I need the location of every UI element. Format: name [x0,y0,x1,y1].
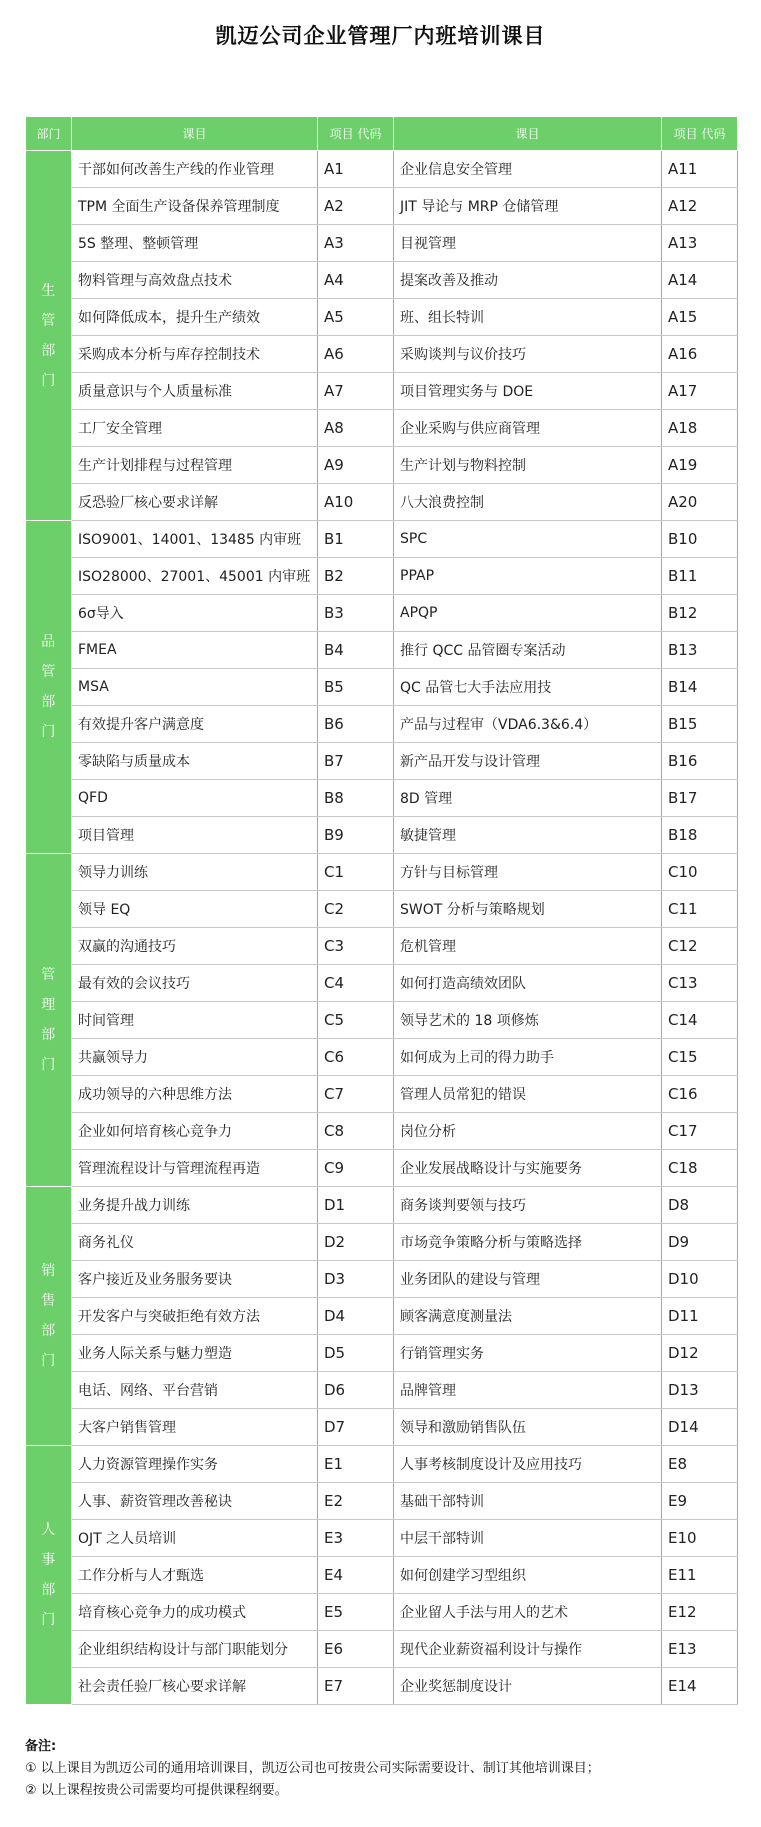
table-row [26,891,738,928]
course-cell: 项目管理 [72,817,318,854]
course-cell: TPM 全面生产设备保养管理制度 [72,188,318,225]
course-cell: 共赢领导力 [72,1039,318,1076]
table-row [26,743,738,780]
course-code-cell: A5 [318,299,394,336]
course-code-cell: B1 [318,521,394,558]
department-name: 管理部门 [41,967,56,1073]
course-code-cell: C7 [318,1076,394,1113]
course-cell: 方针与目标管理 [394,854,662,891]
course-code-cell: E2 [318,1483,394,1520]
course-code-cell: B12 [662,595,738,632]
course-code-cell: B9 [318,817,394,854]
notes-title: 备注: [25,1739,57,1754]
course-cell: 推行 QCC 品管圈专案活动 [394,632,662,669]
course-code-cell: A8 [318,410,394,447]
course-cell: 生产计划与物料控制 [394,447,662,484]
table-row [26,151,738,188]
department-name: 品管部门 [41,634,56,740]
course-cell: 6σ导入 [72,595,318,632]
course-code-cell: B13 [662,632,738,669]
course-cell: 业务团队的建设与管理 [394,1261,662,1298]
table-row [26,632,738,669]
course-code-cell: B3 [318,595,394,632]
course-code-cell: A20 [662,484,738,521]
course-cell: 管理流程设计与管理流程再造 [72,1150,318,1187]
header-department: 部门 [26,117,72,151]
table-row [26,1594,738,1631]
course-cell: MSA [72,669,318,706]
course-cell: SPC [394,521,662,558]
course-cell: PPAP [394,558,662,595]
course-cell: QFD [72,780,318,817]
course-cell: 最有效的会议技巧 [72,965,318,1002]
table-row [26,299,738,336]
course-cell: 社会责任验厂核心要求详解 [72,1668,318,1705]
table-row [26,336,738,373]
course-code-cell: C15 [662,1039,738,1076]
table-row [26,780,738,817]
table-row [26,817,738,854]
course-code-cell: C2 [318,891,394,928]
course-code-cell: B17 [662,780,738,817]
course-code-cell: A3 [318,225,394,262]
course-code-cell: C9 [318,1150,394,1187]
course-cell: 敏捷管理 [394,817,662,854]
table-row [26,928,738,965]
course-code-cell: A2 [318,188,394,225]
table-row [26,188,738,225]
course-cell: 双赢的沟通技巧 [72,928,318,965]
department-name: 销售部门 [41,1263,56,1369]
course-cell: 基础干部特训 [394,1483,662,1520]
course-code-cell: E8 [662,1446,738,1483]
course-code-cell: A14 [662,262,738,299]
course-cell: ISO28000、27001、45001 内审班 [72,558,318,595]
course-cell: 人力资源管理操作实务 [72,1446,318,1483]
course-code-cell: A19 [662,447,738,484]
course-cell: QC 品管七大手法应用技 [394,669,662,706]
course-code-cell: D8 [662,1187,738,1224]
course-cell: 提案改善及推动 [394,262,662,299]
course-table [25,116,738,1705]
course-cell: 中层干部特训 [394,1520,662,1557]
course-cell: 品牌管理 [394,1372,662,1409]
course-cell: 如何打造高绩效团队 [394,965,662,1002]
course-code-cell: B4 [318,632,394,669]
course-cell: 企业奖惩制度设计 [394,1668,662,1705]
course-cell: 商务礼仪 [72,1224,318,1261]
course-cell: 市场竞争策略分析与策略选择 [394,1224,662,1261]
course-code-cell: E13 [662,1631,738,1668]
table-row [26,1224,738,1261]
course-code-cell: D3 [318,1261,394,1298]
table-row [26,854,738,891]
course-cell: 领导艺术的 18 项修炼 [394,1002,662,1039]
course-cell: 领导力训练 [72,854,318,891]
course-code-cell: A11 [662,151,738,188]
table-row [26,1039,738,1076]
course-code-cell: C16 [662,1076,738,1113]
course-code-cell: A17 [662,373,738,410]
course-code-cell: C17 [662,1113,738,1150]
course-cell: 客户接近及业务服务要诀 [72,1261,318,1298]
course-cell: 时间管理 [72,1002,318,1039]
course-code-cell: E9 [662,1483,738,1520]
department-cell [26,854,72,1187]
course-cell: FMEA [72,632,318,669]
department-cell [26,151,72,521]
course-cell: 如何成为上司的得力助手 [394,1039,662,1076]
course-code-cell: C10 [662,854,738,891]
table-row [26,1668,738,1705]
course-code-cell: E6 [318,1631,394,1668]
table-body [26,151,738,1705]
course-code-cell: B14 [662,669,738,706]
table-row [26,262,738,299]
course-cell: 生产计划排程与过程管理 [72,447,318,484]
course-code-cell: B6 [318,706,394,743]
course-cell: 人事、薪资管理改善秘诀 [72,1483,318,1520]
course-cell: 如何创建学习型组织 [394,1557,662,1594]
course-code-cell: E5 [318,1594,394,1631]
course-code-cell: B5 [318,669,394,706]
table-row [26,1150,738,1187]
course-code-cell: D13 [662,1372,738,1409]
header-course: 课目 [72,117,318,151]
course-code-cell: A18 [662,410,738,447]
course-code-cell: E14 [662,1668,738,1705]
course-cell: 工厂安全管理 [72,410,318,447]
course-code-cell: C13 [662,965,738,1002]
table-row [26,484,738,521]
course-cell: 零缺陷与质量成本 [72,743,318,780]
course-code-cell: D7 [318,1409,394,1446]
course-cell: 质量意识与个人质量标准 [72,373,318,410]
note-line: ① 以上课目为凯迈公司的通用培训课目，凯迈公司也可按贵公司实际需要设计、制订其他培训课目； [25,1761,600,1776]
course-code-cell: D2 [318,1224,394,1261]
course-cell: 人事考核制度设计及应用技巧 [394,1446,662,1483]
course-cell: 商务谈判要领与技巧 [394,1187,662,1224]
course-code-cell: E12 [662,1594,738,1631]
table-row [26,447,738,484]
course-code-cell: A6 [318,336,394,373]
table-row [26,1372,738,1409]
course-code-cell: C18 [662,1150,738,1187]
course-code-cell: B15 [662,706,738,743]
table-header-row [26,117,738,151]
course-cell: 反恐验厂核心要求详解 [72,484,318,521]
course-cell: 有效提升客户满意度 [72,706,318,743]
course-code-cell: C14 [662,1002,738,1039]
course-code-cell: E11 [662,1557,738,1594]
course-cell: 新产品开发与设计管理 [394,743,662,780]
course-cell: JIT 导论与 MRP 仓储管理 [394,188,662,225]
course-code-cell: D4 [318,1298,394,1335]
course-code-cell: D12 [662,1335,738,1372]
table-row [26,595,738,632]
course-cell: 业务人际关系与魅力塑造 [72,1335,318,1372]
course-cell: 企业采购与供应商管理 [394,410,662,447]
course-cell: 采购成本分析与库存控制技术 [72,336,318,373]
table-row [26,1483,738,1520]
course-code-cell: A4 [318,262,394,299]
course-cell: 行销管理实务 [394,1335,662,1372]
course-cell: 物料管理与高效盘点技术 [72,262,318,299]
department-cell [26,521,72,854]
table-row [26,706,738,743]
page-title: 凯迈公司企业管理厂内班培训课目 [215,24,546,48]
course-code-cell: B16 [662,743,738,780]
course-cell: 业务提升战力训练 [72,1187,318,1224]
course-cell: ISO9001、14001、13485 内审班 [72,521,318,558]
course-code-cell: A12 [662,188,738,225]
table-row [26,1076,738,1113]
course-cell: 管理人员常犯的错误 [394,1076,662,1113]
table-row [26,1557,738,1594]
course-code-cell: D11 [662,1298,738,1335]
course-code-cell: B18 [662,817,738,854]
table-row [26,410,738,447]
course-cell: 5S 整理、整顿管理 [72,225,318,262]
table-row [26,1335,738,1372]
course-code-cell: C5 [318,1002,394,1039]
course-code-cell: C1 [318,854,394,891]
course-cell: APQP [394,595,662,632]
course-cell: 企业发展战略设计与实施要务 [394,1150,662,1187]
table-row [26,225,738,262]
table-row [26,1446,738,1483]
course-cell: 班、组长特训 [394,299,662,336]
notes [25,1736,737,1802]
course-code-cell: D9 [662,1224,738,1261]
table-row [26,558,738,595]
course-cell: 现代企业薪资福利设计与操作 [394,1631,662,1668]
table-row [26,669,738,706]
course-cell: 电话、网络、平台营销 [72,1372,318,1409]
course-code-cell: D6 [318,1372,394,1409]
course-code-cell: E4 [318,1557,394,1594]
department-cell [26,1446,72,1705]
course-code-cell: C6 [318,1039,394,1076]
course-cell: 企业留人手法与用人的艺术 [394,1594,662,1631]
course-cell: 企业信息安全管理 [394,151,662,188]
course-cell: 企业如何培育核心竞争力 [72,1113,318,1150]
course-code-cell: B10 [662,521,738,558]
course-code-cell: A7 [318,373,394,410]
course-code-cell: E7 [318,1668,394,1705]
course-cell: 成功领导的六种思维方法 [72,1076,318,1113]
header-code: 项目 代码 [662,117,738,151]
course-code-cell: D1 [318,1187,394,1224]
course-code-cell: E3 [318,1520,394,1557]
course-cell: 培育核心竞争力的成功模式 [72,1594,318,1631]
table-row [26,373,738,410]
course-code-cell: C3 [318,928,394,965]
course-code-cell: E10 [662,1520,738,1557]
course-code-cell: A15 [662,299,738,336]
course-code-cell: C8 [318,1113,394,1150]
table-row [26,1520,738,1557]
course-code-cell: D14 [662,1409,738,1446]
course-cell: 岗位分析 [394,1113,662,1150]
course-code-cell: B8 [318,780,394,817]
course-cell: 8D 管理 [394,780,662,817]
course-cell: 八大浪费控制 [394,484,662,521]
course-code-cell: A1 [318,151,394,188]
course-code-cell: A9 [318,447,394,484]
course-code-cell: B2 [318,558,394,595]
table-row [26,965,738,1002]
table-row [26,1261,738,1298]
course-cell: 工作分析与人才甄选 [72,1557,318,1594]
course-code-cell: A16 [662,336,738,373]
course-cell: 领导和激励销售队伍 [394,1409,662,1446]
table-row [26,1409,738,1446]
course-cell: 产品与过程审（VDA6.3&6.4） [394,706,662,743]
course-cell: 采购谈判与议价技巧 [394,336,662,373]
course-cell: 企业组织结构设计与部门职能划分 [72,1631,318,1668]
course-code-cell: A13 [662,225,738,262]
course-code-cell: C11 [662,891,738,928]
course-cell: 领导 EQ [72,891,318,928]
course-code-cell: B7 [318,743,394,780]
course-cell: SWOT 分析与策略规划 [394,891,662,928]
course-cell: 干部如何改善生产线的作业管理 [72,151,318,188]
course-cell: 目视管理 [394,225,662,262]
course-code-cell: D5 [318,1335,394,1372]
course-code-cell: B11 [662,558,738,595]
department-name: 人事部门 [41,1522,56,1628]
course-cell: 大客户销售管理 [72,1409,318,1446]
course-cell: 危机管理 [394,928,662,965]
course-code-cell: D10 [662,1261,738,1298]
table-row [26,1187,738,1224]
course-cell: 顾客满意度测量法 [394,1298,662,1335]
note-line: ② 以上课程按贵公司需要均可提供课程纲要。 [25,1783,288,1798]
course-code-cell: E1 [318,1446,394,1483]
table-row [26,1002,738,1039]
table-row [26,1631,738,1668]
header-code: 项目 代码 [318,117,394,151]
department-cell [26,1187,72,1446]
table-row [26,1113,738,1150]
course-cell: 如何降低成本，提升生产绩效 [72,299,318,336]
course-cell: OJT 之人员培训 [72,1520,318,1557]
course-code-cell: C4 [318,965,394,1002]
table-row [26,521,738,558]
header-course: 课目 [394,117,662,151]
course-cell: 开发客户与突破拒绝有效方法 [72,1298,318,1335]
course-code-cell: A10 [318,484,394,521]
course-code-cell: C12 [662,928,738,965]
department-name: 生管部门 [41,282,56,389]
table-row [26,1298,738,1335]
course-cell: 项目管理实务与 DOE [394,373,662,410]
